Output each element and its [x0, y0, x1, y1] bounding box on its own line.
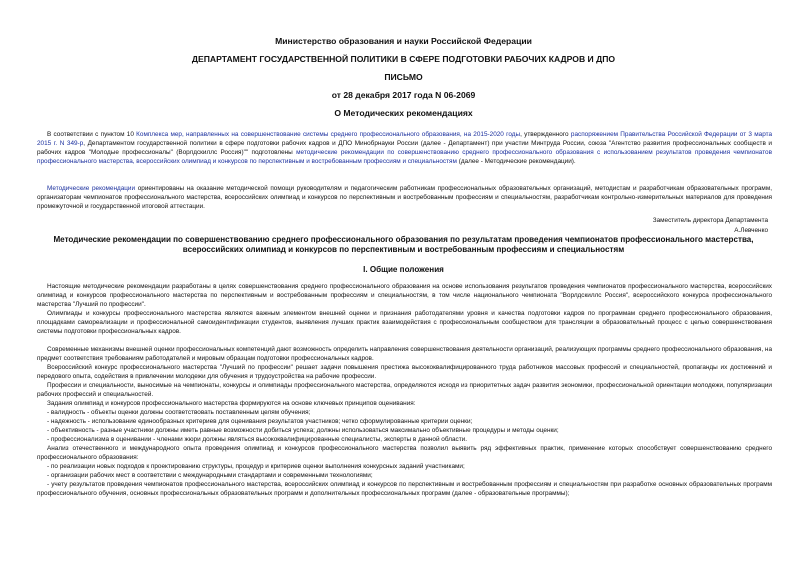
intro-paragraph-2 — [37, 184, 772, 211]
body-paragraph: Анализ отечественного и международного опыта проведения олимпиад и конкурсов профессионального мастерства позволил выявить ряд эффективных практик, применение которых способствует совершенствованию среднего профессионального образования: — [37, 445, 772, 462]
list-item: - надежность - использование единообразных критериев для оценивания результатов участников; четко сформулированные критерии оценки; — [47, 418, 473, 425]
body-paragraph: Профессии и специальности, выносимые на чемпионаты, конкурсы и олимпиады профессионального мастерства, определяются исходя из приоритетных задач развития экономики, профессиональной ориентации молодежи, популяризации рабочих профессий и специальностей. — [37, 382, 772, 399]
body-paragraph: Задания олимпиад и конкурсов профессионального мастерства формируются на основе ключевых принципов оценивания: — [47, 400, 416, 407]
intro-text: , Департаментом государственной политики в сфере подготовки рабочих кадров и ДПО Минобрнауки России (далее - Департамент) при участии Минтруда России, союза "Агентство развития профессиональных сообществ и рабочих кадров "Молодые профессионалы" (Ворлдскиллс Россия)"" подготовлены — [37, 140, 772, 157]
department-heading: ДЕПАРТАМЕНТ ГОСУДАРСТВЕННОЙ ПОЛИТИКИ В СФЕРЕ ПОДГОТОВКИ РАБОЧИХ КАДРОВ И ДПО — [191, 54, 616, 64]
list-item: - по реализации новых подходов к проектированию структуры, процедур и критериев оценки выполнения конкурсных заданий участниками; — [47, 463, 465, 470]
subject-heading: О Методических рекомендациях — [334, 108, 473, 118]
intro-text: (далее - Методические рекомендации). — [456, 158, 576, 166]
intro-paragraph-1 — [37, 130, 772, 166]
body-paragraph: Настоящие методические рекомендации разработаны в целях совершенствования среднего профессионального образования на основе использования результатов проведения чемпионатов профессионального мастерства, всероссийских олимпиад и конкурсов профессионального мастерства по перспективным и востребованным профессиям и специальностям, в том числе национального чемпионата "Ворлдскиллс Россия", всероссийского конкурса профессионального мастерства "Лучший по профессии". — [37, 283, 772, 309]
list-item: - валидность - объекты оценки должны соответствовать поставленным целям обучения; — [47, 409, 311, 416]
recommendations-link-2[interactable]: Методические рекомендации — [47, 185, 136, 192]
government-order-link[interactable]: распоряжением Правительства Российской Федерации от 3 марта 2015 г. N 349-р — [37, 131, 773, 148]
document-type: ПИСЬМО — [384, 72, 423, 82]
ministry-heading: Министерство образования и науки Российской Федерации — [275, 36, 532, 46]
intro-text: ориентированы на оказание методической помощи руководителям и педагогическим работникам профессиональных образовательных организаций, методистам и разработчикам образовательных программ, организаторам чемпионатов профессионального мастерства, всероссийских олимпиад и конкурсов по перспективным и востребованным профессиям и специальностям, разработчикам контрольно-измерительных материалов для проведения промежуточной и государственной итоговой аттестации. — [37, 185, 772, 211]
list-item: - учету результатов проведения чемпионатов профессионального мастерства, всероссийских олимпиад и конкурсов по перспективным и востребованным профессиям и специальностям при разработке основных образовательных программ профессионального обучения, основных профессиональных образовательных программ и дополнительных профессиональных программ (далее - образовательные программы); — [37, 481, 772, 498]
body-paragraph: Всероссийский конкурс профессионального мастерства "Лучший по профессии" решает задачи повышения престижа высококвалифицированного труда работников массовых профессий и специальностей, пропаганды их достижений и передового опыта, содействия в привлечении молодежи для обучения и трудоустройства на рабочие профессии. — [37, 364, 772, 381]
recommendations-title: Методические рекомендации по совершенствованию среднего профессионального образования по результатам проведения чемпионатов профессионального мастерства, всероссийских олимпиад и конкурсов по перспективным и востребованным профессиям и специальностям — [53, 235, 754, 254]
complex-measures-link[interactable]: Комплекса мер, направленных на совершенствование системы среднего профессионального образования, на 2015-2020 годы — [136, 131, 521, 138]
list-item: - профессионализма в оценивании - членами жюри должны являться высококвалифицированные специалисты, эксперты в данной области. — [47, 436, 467, 443]
intro-text: , утвержденного — [520, 131, 571, 138]
intro-text: В соответствии с пунктом 10 — [47, 131, 137, 138]
list-item: - объективность - разные участники должны иметь равные возможности добиться успеха; должны использоваться максимально объективные процедуры и методы оценки; — [47, 427, 559, 434]
body-paragraph: Современные механизмы внешней оценки профессиональных компетенций дают возможность определить направления совершенствования деятельности организаций, реализующих программы среднего профессионального образования, на предмет соответствия требованиям работодателей и мировым образцам подготовки профессиональных кадров. — [37, 346, 772, 363]
body-paragraph: Олимпиады и конкурсы профессионального мастерства являются важным элементом внешней оценки и признания работодателями уровня и качества подготовки кадров по программам среднего профессионального образования, площадками самореализации и профессиональной самоидентификации студентов, выявления лучших практик взаимодействия с профессиональным сообществом для трансляции в образовательный процесс с целью совершенствования системы подготовки профессиональных кадров. — [37, 310, 772, 336]
section-title: I. Общие положения — [363, 265, 444, 274]
list-item: - организации рабочих мест в соответствии с международными стандартами и современными технологиями; — [47, 472, 373, 479]
date-number: от 28 декабря 2017 года N 06-2069 — [331, 90, 476, 100]
signature-position: Заместитель директора Департамента — [652, 217, 768, 224]
signature-name: А.Левченко — [734, 227, 768, 234]
recommendations-link[interactable]: методические рекомендации по совершенствованию среднего профессионального образования с использованием результатов проведения чемпионатов профессионального мастерства, всероссийских олимпиад и конкурсов по перспективным и востребованным профессиям и специальностям — [37, 149, 773, 166]
